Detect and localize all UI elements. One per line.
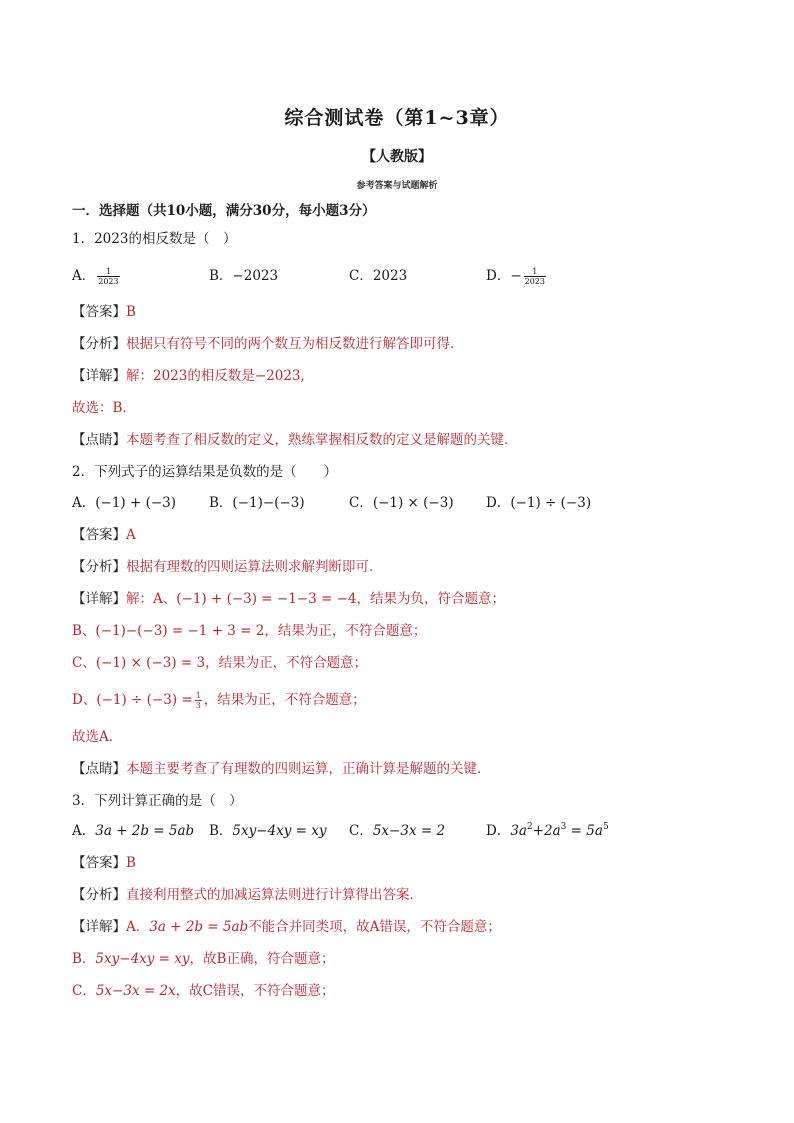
q1-comment: 【点睛】本题考查了相反数的定义，熟练掌握相反数的定义是解题的关键． xyxy=(72,432,518,448)
q2-analysis: 【分析】根据有理数的四则运算法则求解判断即可． xyxy=(72,559,383,575)
q3-stem: 3．下列计算正确的是（ ） xyxy=(72,793,243,809)
q2-detail-a: 【详解】解：A、(−1) + (−3) = −1−3 = −4，结果为负，符合题意； xyxy=(72,591,506,607)
q3-option-c: C．5x−3x = 2 xyxy=(349,823,446,839)
q1-choose: 故选：B． xyxy=(72,400,136,416)
q2-detail-b: B、(−1)−(−3) = −1 + 3 = 2，结果为正，不符合题意； xyxy=(72,623,427,639)
q1-option-c: C．2023 xyxy=(349,268,408,284)
q3-option-a: A．3a + 2b = 5ab xyxy=(72,823,195,839)
page-title: 综合测试卷（第1~3章） xyxy=(284,107,510,129)
q3-option-b: B．5xy−4xy = xy xyxy=(209,823,327,839)
q2-choose: 故选A． xyxy=(72,729,123,745)
page-subtitle: 【人教版】 xyxy=(362,149,432,165)
q3-option-d: D．$3a^2+2a^3 = 5a^5$ xyxy=(486,822,609,839)
q1-option-b: B．−2023 xyxy=(209,268,279,284)
q1-detail: 【详解】解：2023的相反数是−2023, xyxy=(72,368,305,384)
q1-analysis: 【分析】根据只有符号不同的两个数互为相反数进行解答即可得． xyxy=(72,336,464,352)
q2-detail-c: C、(−1) × (−3) = 3，结果为正，不符合题意； xyxy=(72,655,368,671)
q2-answer: 【答案】A xyxy=(72,527,136,543)
q3-answer: 【答案】B xyxy=(72,855,136,871)
q1-option-d: D．− $\frac{1}{2023}$ xyxy=(486,267,545,286)
q1-stem: 1．2023的相反数是（ ） xyxy=(72,231,237,247)
q1-answer: 【答案】B xyxy=(72,304,136,320)
q2-option-a: A．(−1) + (−3) xyxy=(72,495,177,511)
q2-detail-d: D、(−1) ÷ (−3) = $\frac{1}{3}$ ，结果为正，不符合题意； xyxy=(72,691,366,710)
q1-option-a: A． $\frac{1}{2023}$ xyxy=(72,267,119,286)
q2-option-c: C．(−1) × (−3) xyxy=(349,495,454,511)
q2-option-b: B．(−1)−(−3) xyxy=(209,495,305,511)
q2-comment: 【点睛】本题主要考查了有理数的四则运算，正确计算是解题的关键． xyxy=(72,761,491,777)
q3-detail-c: C．5x−3x = 2x，故C错误，不符合题意； xyxy=(72,983,335,999)
q2-stem: 2．下列式子的运算结果是负数的是（ ） xyxy=(72,464,338,480)
q3-detail-b: B．5xy−4xy = xy，故B正确，符合题意； xyxy=(72,951,335,967)
q2-option-d: D．(−1) ÷ (−3) xyxy=(486,495,592,511)
q3-analysis: 【分析】直接利用整式的加减运算法则进行计算得出答案． xyxy=(72,887,423,903)
section-heading: 一．选择题（共10小题，满分30分，每小题3分） xyxy=(72,203,376,219)
answer-note: 参考答案与试题解析 xyxy=(356,181,438,191)
q3-detail-a: 【详解】A．3a + 2b = 5ab不能合并同类项，故A错误，不符合题意； xyxy=(72,919,501,935)
